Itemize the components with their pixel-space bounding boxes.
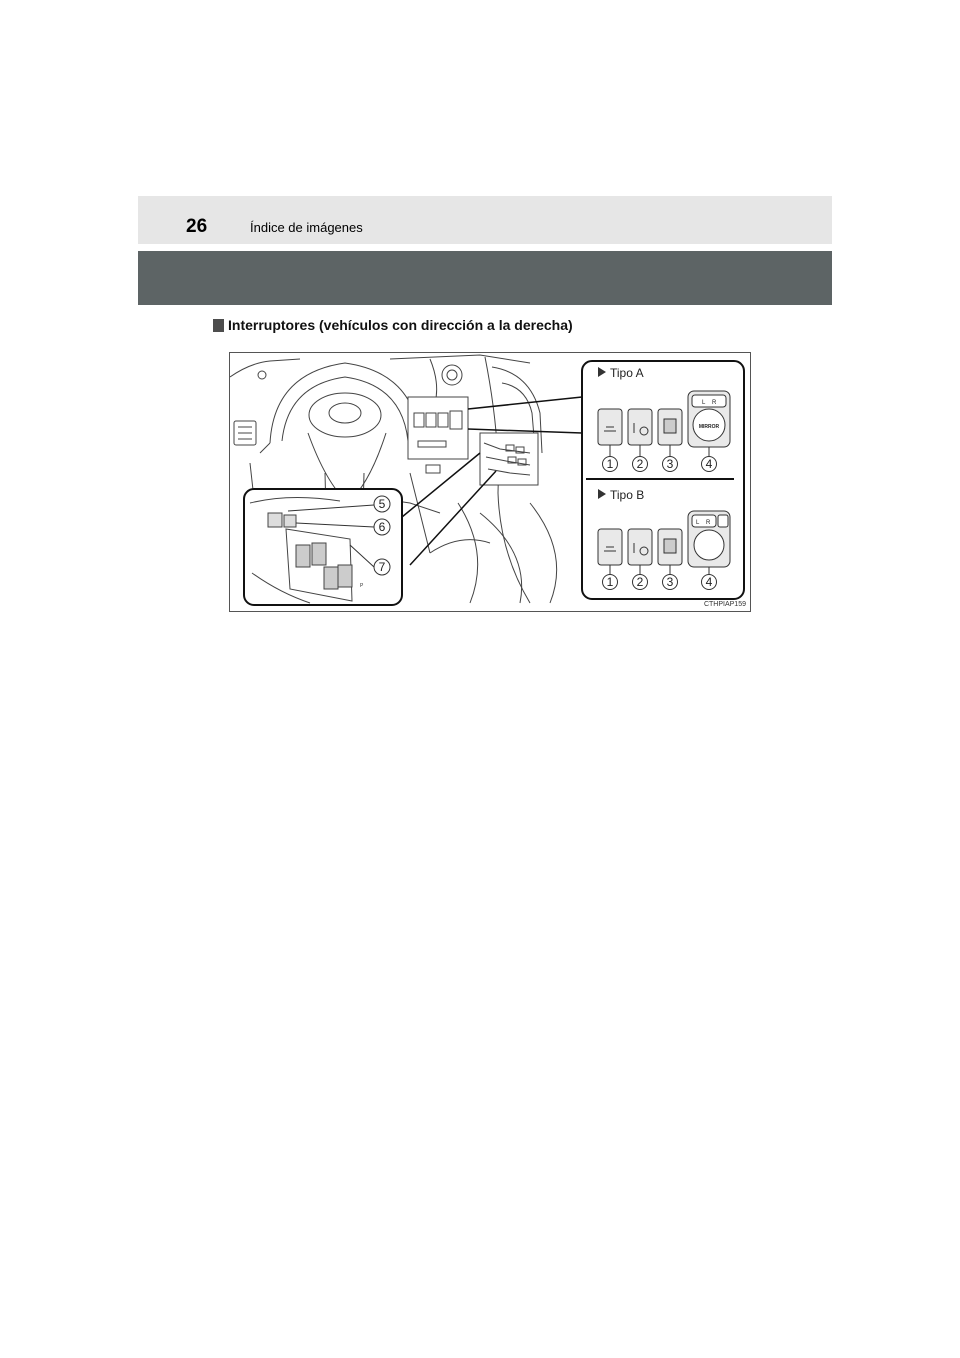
mirror-label: MIRROR <box>698 424 720 430</box>
callout-a-4: 4 <box>705 457 713 471</box>
type-b-l: L <box>696 520 700 526</box>
chapter-band <box>138 251 832 305</box>
heading-bullet-icon <box>213 319 224 332</box>
type-a-r: R <box>712 400 717 406</box>
callout-b-3: 3 <box>666 575 674 589</box>
window-letter: P <box>360 583 364 589</box>
callout-a-2: 2 <box>636 457 644 471</box>
door-switch-panel <box>480 433 538 485</box>
type-a-label: Tipo A <box>610 366 644 380</box>
heading-text: Interruptores (vehículos con dirección a la derecha) <box>228 317 573 333</box>
type-b-r: R <box>706 520 711 526</box>
callout-b-2: 2 <box>636 575 644 589</box>
callout-b-4: 4 <box>705 575 713 589</box>
callout-5: 5 <box>378 497 386 511</box>
header-bar <box>138 196 832 244</box>
callout-7: 7 <box>378 560 386 574</box>
type-a-l: L <box>702 400 706 406</box>
callout-6: 6 <box>378 520 386 534</box>
switches-illustration <box>229 352 751 612</box>
dash-switch-panel <box>408 397 468 473</box>
page-number: 26 <box>186 216 208 237</box>
callout-a-1: 1 <box>606 457 614 471</box>
callout-b-1: 1 <box>606 575 614 589</box>
section-title: Índice de imágenes <box>250 220 363 235</box>
callout-a-3: 3 <box>666 457 674 471</box>
type-b-label: Tipo B <box>610 488 645 502</box>
section-heading <box>213 317 573 333</box>
figure-code: CTHPIAP159 <box>703 601 746 608</box>
